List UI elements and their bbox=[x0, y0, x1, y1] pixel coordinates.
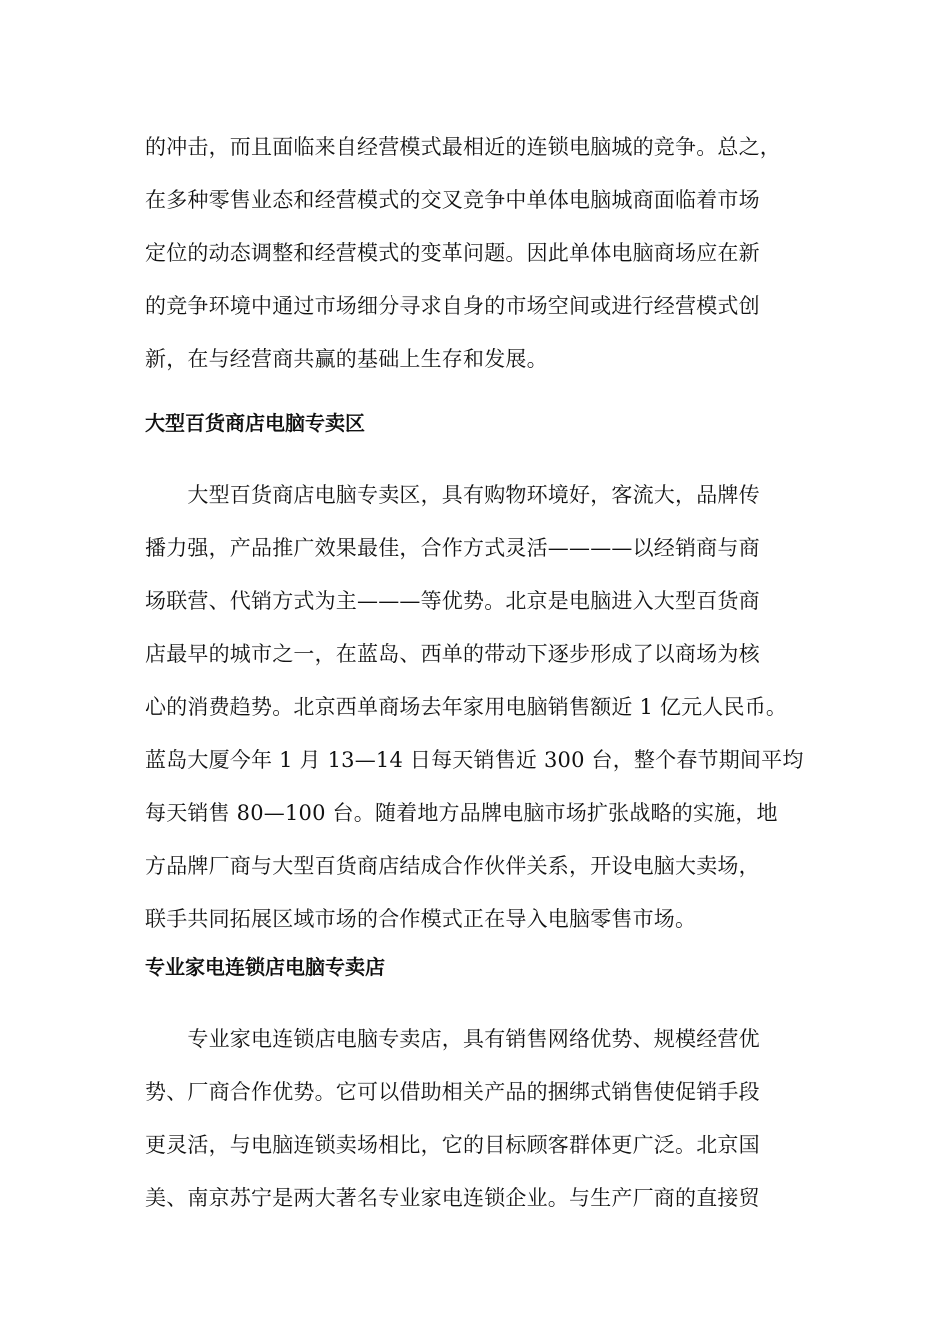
text-line: 场联营、代销方式为主———等优势。北京是电脑进入大型百货商 bbox=[145, 589, 760, 613]
text-line: 美、南京苏宁是两大著名专业家电连锁企业。与生产厂商的直接贸 bbox=[145, 1186, 760, 1210]
text-line: 定位的动态调整和经营模式的变革问题。因此单体电脑商场应在新 bbox=[145, 241, 760, 265]
text-line: 新，在与经营商共赢的基础上生存和发展。 bbox=[145, 347, 548, 371]
paragraph-market-competition bbox=[145, 128, 781, 393]
text-line: 的竞争环境中通过市场细分寻求自身的市场空间或进行经营模式创 bbox=[145, 294, 760, 318]
text-line: 大型百货商店电脑专卖区，具有购物环境好，客流大，品牌传 bbox=[145, 483, 760, 507]
text-line: 店最早的城市之一，在蓝岛、西单的带动下逐步形成了以商场为核 bbox=[145, 642, 760, 666]
text-line: 播力强，产品推广效果最佳，合作方式灵活————以经销商与商 bbox=[145, 536, 760, 560]
text-line: 势、厂商合作优势。它可以借助相关产品的捆绑式销售使促销手段 bbox=[145, 1080, 760, 1104]
text-line: 每天销售 80—100 台。随着地方品牌电脑市场扩张战略的实施，地 bbox=[145, 801, 778, 825]
text-line: 心的消费趋势。北京西单商场去年家用电脑销售额近 1 亿元人民币。 bbox=[145, 695, 788, 719]
text-line: 联手共同拓展区域市场的合作模式正在导入电脑零售市场。 bbox=[145, 907, 697, 931]
text-line: 专业家电连锁店电脑专卖店，具有销售网络优势、规模经营优 bbox=[145, 1027, 760, 1051]
section-heading-appliance-chain: 专业家电连锁店电脑专卖店 bbox=[145, 955, 385, 979]
text-line: 的冲击，而且面临来自经营模式最相近的连锁电脑城的竞争。总之， bbox=[145, 135, 781, 159]
text-line: 方品牌厂商与大型百货商店结成合作伙伴关系，开设电脑大卖场， bbox=[145, 854, 760, 878]
section-heading-department-store: 大型百货商店电脑专卖区 bbox=[145, 411, 365, 435]
paragraph-appliance-chain bbox=[145, 1020, 760, 1232]
text-line: 在多种零售业态和经营模式的交叉竞争中单体电脑城商面临着市场 bbox=[145, 188, 760, 212]
paragraph-department-store bbox=[145, 476, 804, 953]
text-line: 更灵活，与电脑连锁卖场相比，它的目标顾客群体更广泛。北京国 bbox=[145, 1133, 760, 1157]
text-line: 蓝岛大厦今年 1 月 13—14 日每天销售近 300 台，整个春节期间平均 bbox=[145, 748, 804, 772]
